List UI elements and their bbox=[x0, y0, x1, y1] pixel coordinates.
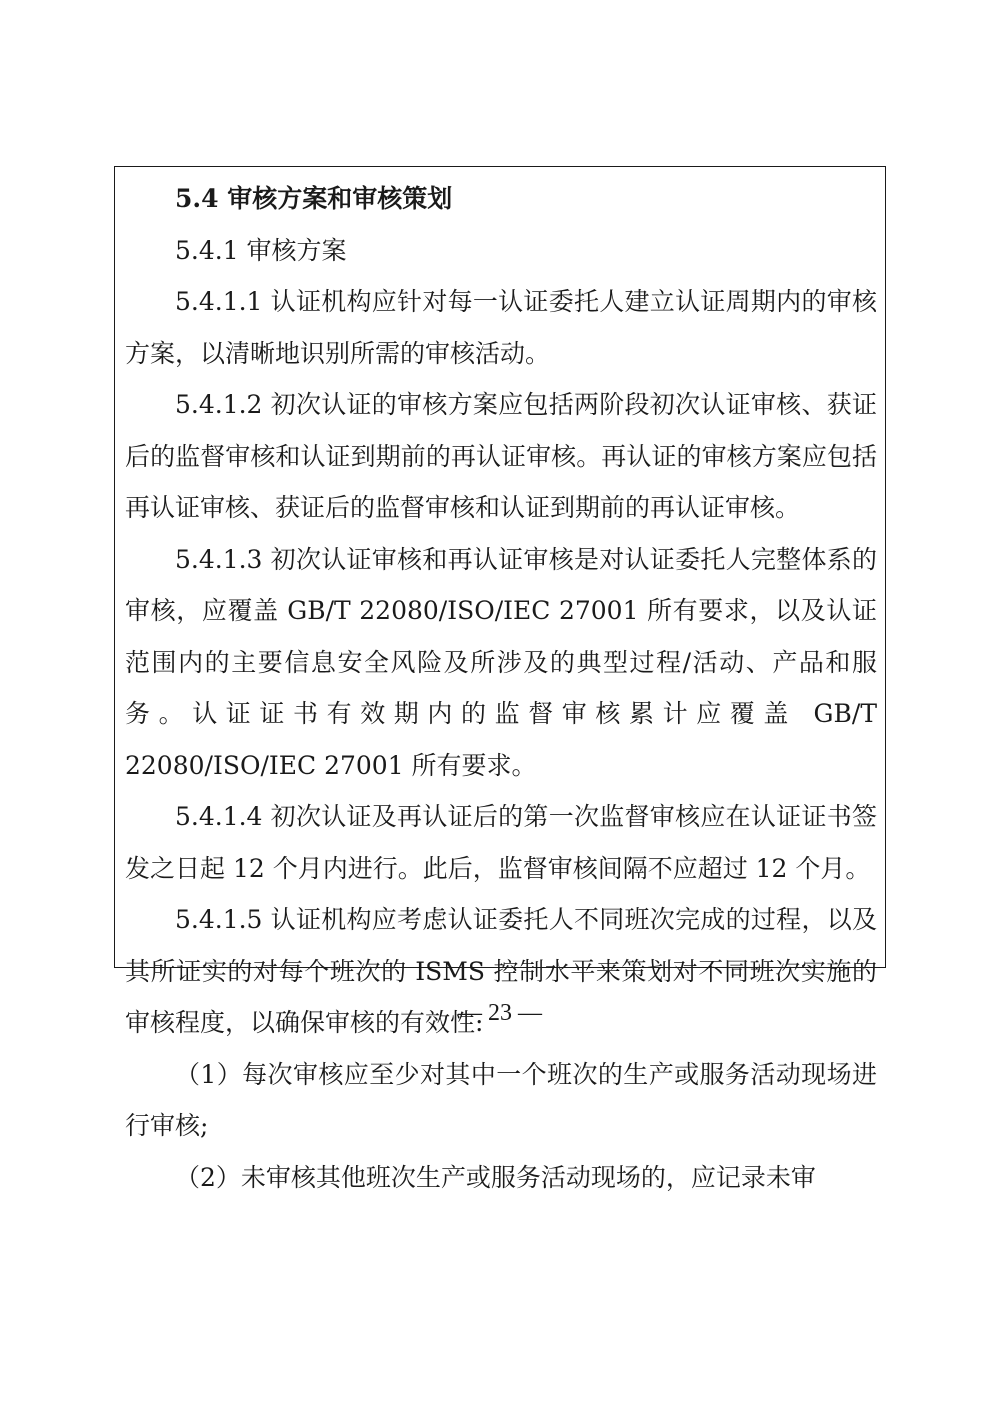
paragraph-5-4-1-4: 5.4.1.4 初次认证及再认证后的第一次监督审核应在认证证书签发之日起 12 个月内进行。此后，监督审核间隔不应超过 12 个月。 bbox=[125, 802, 877, 883]
paragraph-5-4-1-5: 5.4.1.5 认证机构应考虑认证委托人不同班次完成的过程，以及其所证实的对每个班次的 ISMS 控制水平来策划对不同班次实施的审核程度，以确保审核的有效性: bbox=[125, 905, 877, 1037]
paragraph-5-4-1-2: 5.4.1.2 初次认证的审核方案应包括两阶段初次认证审核、获证后的监督审核和认证到期前的再认证审核。再认证的审核方案应包括再认证审核、获证后的监督审核和认证到期前的再认证审核。 bbox=[125, 390, 877, 522]
paragraph-5-4-1-1: 5.4.1.1 认证机构应针对每一认证委托人建立认证周期内的审核方案，以清晰地识别所需的审核活动。 bbox=[125, 287, 877, 368]
subsection-heading: 5.4.1 审核方案 bbox=[175, 235, 347, 265]
paragraph-5-4-1-3: 5.4.1.3 初次认证审核和再认证审核是对认证委托人完整体系的审核，应覆盖 GB/T 22080/ISO/IEC 27001 所有要求，以及认证范围内的主要信息安全风险及所涉及的典型过程/活动、产品和服务。认证证书有效期内的监督审核累计应覆盖 GB/T 22080/ISO/IEC 27001 所有要求。 bbox=[125, 544, 877, 780]
document-body bbox=[125, 173, 877, 1203]
list-item-2: （2）未审核其他班次生产或服务活动现场的，应记录未审 bbox=[175, 1162, 816, 1192]
section-heading: 5.4 审核方案和审核策划 bbox=[175, 184, 453, 213]
list-item-1: （1）每次审核应至少对其中一个班次的生产或服务活动现场进行审核; bbox=[125, 1059, 877, 1140]
page-number: — 23 — bbox=[458, 1000, 542, 1026]
